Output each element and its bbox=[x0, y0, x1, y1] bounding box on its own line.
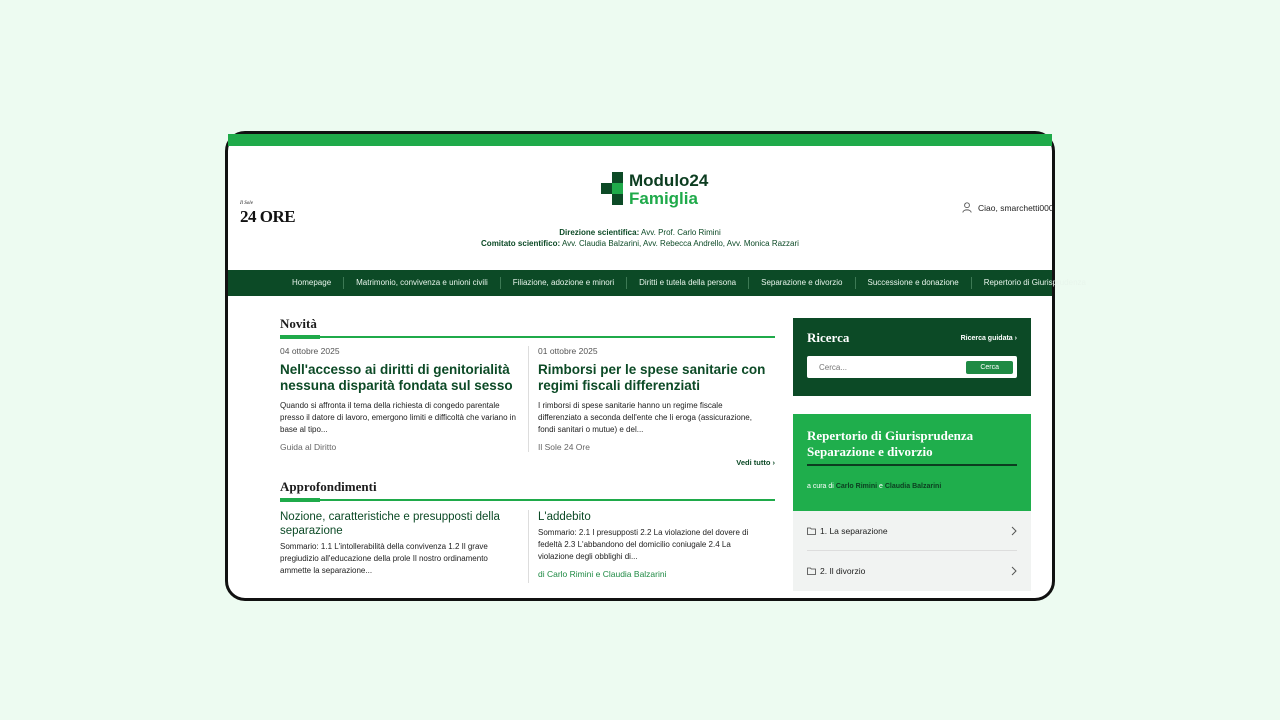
news-card[interactable] bbox=[528, 346, 775, 452]
repertorio-panel bbox=[793, 414, 1031, 511]
news-card[interactable] bbox=[280, 346, 528, 452]
see-all-link[interactable]: Vedi tutto › bbox=[736, 458, 775, 467]
brand-squares-icon bbox=[601, 172, 625, 206]
main-content bbox=[228, 296, 1052, 596]
article-headline[interactable]: L'addebito bbox=[538, 511, 591, 523]
chevron-right-icon: › bbox=[772, 458, 775, 467]
search-bar bbox=[807, 356, 1017, 378]
novita-title: Novità bbox=[280, 316, 317, 331]
novita-cards bbox=[280, 346, 775, 452]
news-source: Il Sole 24 Ore bbox=[538, 442, 590, 452]
approfondimenti-cards bbox=[280, 510, 775, 583]
folder-icon bbox=[807, 527, 816, 535]
chevron-right-icon: › bbox=[1014, 334, 1017, 342]
search-button[interactable]: Cerca bbox=[966, 361, 1013, 374]
brand-title: Modulo24 bbox=[629, 171, 709, 190]
article-excerpt: Sommario: 2.1 I presupposti 2.2 La violazione del dovere di fedeltà 2.3 L'abbandono del domicilio coniugale 2.4 La violazione degli obblighi di... bbox=[538, 528, 749, 561]
approfondimenti-title: Approfondimenti bbox=[280, 479, 377, 494]
search-title: Ricerca bbox=[807, 330, 850, 345]
news-date: 04 ottobre 2025 bbox=[280, 346, 340, 356]
browser-frame bbox=[225, 131, 1086, 601]
section-divider bbox=[280, 336, 775, 338]
news-headline[interactable]: Nell'accesso ai diritti di genitorialità nessuna disparità fondata sul sesso bbox=[280, 362, 513, 393]
news-excerpt: I rimborsi di spese sanitarie hanno un regime fiscale differenziato a seconda dell'ente che li eroga (assicurazione, fondi sanitari o mutue) e del... bbox=[538, 401, 752, 434]
nav-item-separazione[interactable]: Separazione e divorzio bbox=[749, 277, 855, 289]
news-column bbox=[280, 316, 775, 583]
main-navigation bbox=[228, 270, 1086, 296]
repertorio-curators: a cura di Carlo Rimini e Claudia Balzarini bbox=[807, 483, 942, 490]
nav-item-filiazione[interactable]: Filiazione, adozione e minori bbox=[501, 277, 627, 289]
article-authors: di Carlo Rimini e Claudia Balzarini bbox=[538, 569, 667, 579]
repertorio-title[interactable]: Repertorio di Giurisprudenza Separazione e divorzio bbox=[807, 428, 1017, 466]
user-greeting: Ciao, smarchetti000 bbox=[978, 202, 1054, 213]
brand-subtitle: Famiglia bbox=[629, 189, 698, 208]
user-icon bbox=[962, 202, 972, 213]
news-date: 01 ottobre 2025 bbox=[538, 346, 598, 356]
top-accent-bar bbox=[228, 134, 1052, 146]
nav-item-successione[interactable]: Successione e donazione bbox=[856, 277, 972, 289]
article-card[interactable] bbox=[280, 510, 528, 583]
guided-search-link[interactable]: Ricerca guidata › bbox=[960, 334, 1017, 342]
chevron-right-icon bbox=[1011, 566, 1017, 576]
search-input[interactable] bbox=[819, 363, 959, 372]
nav-item-diritti[interactable]: Diritti e tutela della persona bbox=[627, 277, 749, 289]
nav-item-matrimonio[interactable]: Matrimonio, convivenza e unioni civili bbox=[344, 277, 501, 289]
user-menu[interactable] bbox=[962, 202, 1054, 213]
sole24ore-logo[interactable]: Il Sole 24 ORE bbox=[240, 201, 296, 226]
credits: Direzione scientifica: Avv. Prof. Carlo Rimini Comitato scientifico: Avv. Claudia Balzarini, Avv. Rebecca Andrello, Avv. Monica Razzari bbox=[481, 228, 799, 248]
repertorio-list bbox=[793, 511, 1031, 591]
search-panel bbox=[793, 318, 1031, 396]
article-excerpt: Sommario: 1.1 L'intollerabilità della convivenza 1.2 Il grave pregiudizio all'educazione della prole Il nostro ordinamento ammette la separazione... bbox=[280, 542, 488, 575]
list-item[interactable]: 1. La separazione bbox=[807, 511, 1017, 551]
article-headline[interactable]: Nozione, caratteristiche e presupposti della separazione bbox=[280, 511, 500, 537]
nav-item-homepage[interactable]: Homepage bbox=[280, 277, 344, 289]
sidebar bbox=[793, 318, 1033, 591]
news-headline[interactable]: Rimborsi per le spese sanitarie con regimi fiscali differenziati bbox=[538, 362, 766, 393]
folder-icon bbox=[807, 567, 816, 575]
news-source: Guida al Diritto bbox=[280, 442, 337, 452]
article-card[interactable] bbox=[528, 510, 775, 583]
chevron-right-icon bbox=[1011, 526, 1017, 536]
section-divider bbox=[280, 499, 775, 501]
modulo24-famiglia-logo[interactable] bbox=[601, 172, 708, 208]
news-excerpt: Quando si affronta il tema della richiesta di congedo parentale presso il datore di lavoro, emergono limiti e difficoltà che variano in base al tipo... bbox=[280, 401, 516, 434]
nav-item-repertorio[interactable]: Repertorio di Giurisprudenza bbox=[983, 278, 1086, 287]
site-header bbox=[228, 146, 1052, 270]
list-item[interactable]: 2. Il divorzio bbox=[807, 551, 1017, 591]
